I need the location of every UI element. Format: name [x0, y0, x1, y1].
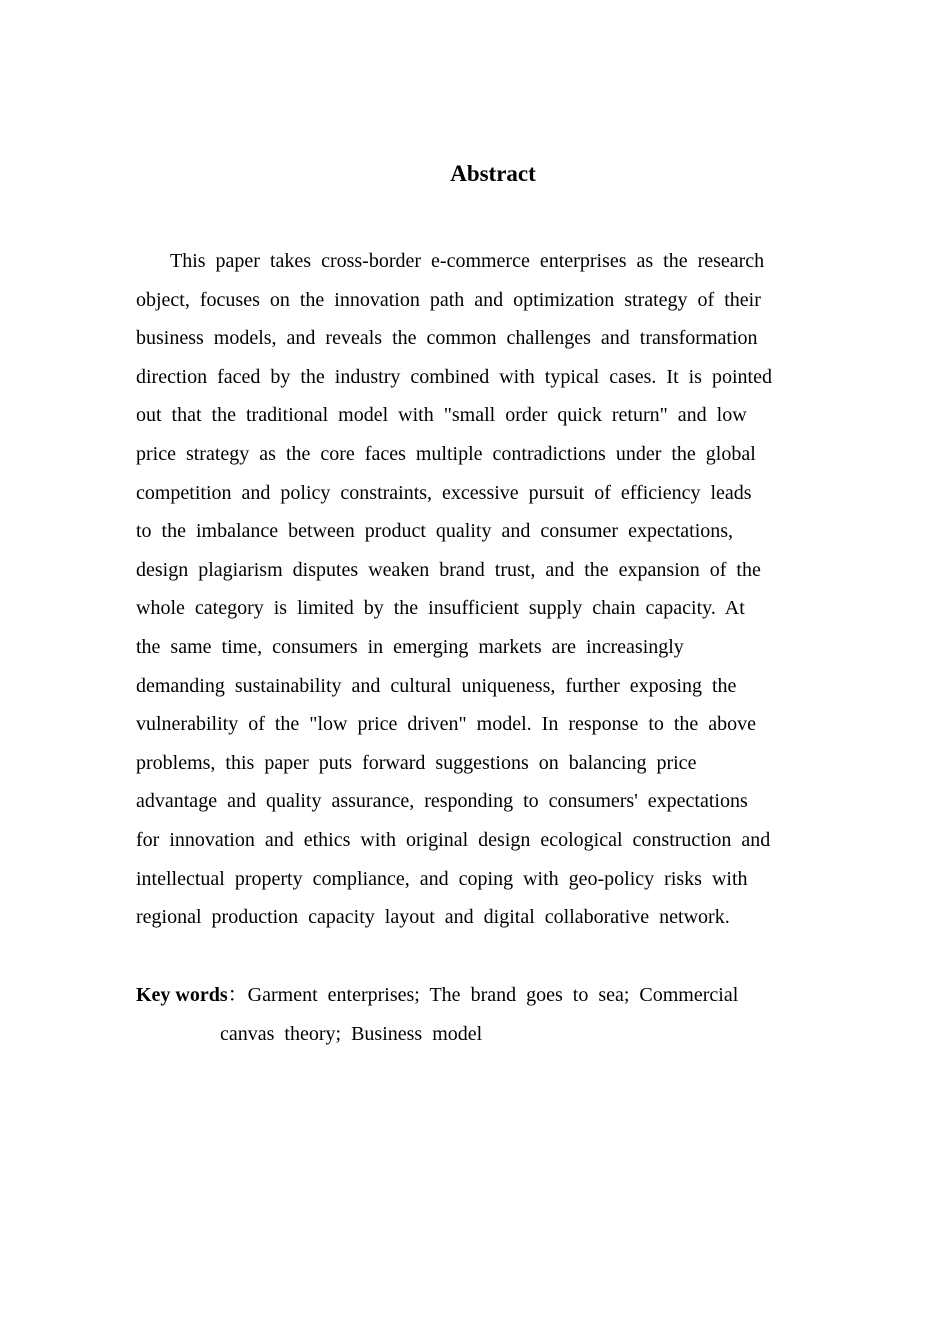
abstract-body [136, 242, 856, 937]
abstract-line: problems, this paper puts forward suggestions on balancing price [136, 751, 697, 774]
abstract-line: price strategy as the core faces multiple contradictions under the global [136, 442, 756, 465]
abstract-line: the same time, consumers in emerging markets are increasingly [136, 635, 684, 658]
abstract-line: whole category is limited by the insufficient supply chain capacity. At [136, 597, 745, 620]
keywords-text: Garment enterprises; The brand goes to sea; Commercial [247, 984, 739, 1006]
abstract-line: advantage and quality assurance, responding to consumers' expectations [136, 790, 748, 813]
abstract-line: competition and policy constraints, excessive pursuit of efficiency leads [136, 481, 752, 504]
abstract-line: business models, and reveals the common challenges and transformation [136, 327, 758, 350]
keywords-line [136, 976, 856, 1015]
abstract-line: design plagiarism disputes weaken brand trust, and the expansion of the [136, 558, 761, 581]
abstract-title: Abstract [450, 161, 536, 186]
keywords-continuation: canvas theory; Business model [220, 1022, 483, 1045]
abstract-line: demanding sustainability and cultural uniqueness, further exposing the [136, 674, 737, 697]
abstract-line: object, focuses on the innovation path and optimization strategy of their [136, 288, 761, 311]
abstract-line: intellectual property compliance, and coping with geo-policy risks with [136, 867, 748, 890]
abstract-line: to the imbalance between product quality and consumer expectations, [136, 520, 734, 543]
keywords-separator: ： [227, 984, 248, 1006]
keywords-section [136, 976, 856, 1053]
abstract-line: out that the traditional model with "small order quick return" and low [136, 404, 747, 427]
abstract-line: This paper takes cross-border e-commerce enterprises as the research [170, 250, 765, 272]
abstract-line: regional production capacity layout and digital collaborative network. [136, 906, 730, 929]
abstract-line: direction faced by the industry combined with typical cases. It is pointed [136, 365, 772, 388]
abstract-line: vulnerability of the "low price driven" model. In response to the above [136, 713, 757, 736]
keywords-label: Key words [136, 984, 228, 1006]
abstract-line: for innovation and ethics with original design ecological construction and [136, 828, 771, 851]
